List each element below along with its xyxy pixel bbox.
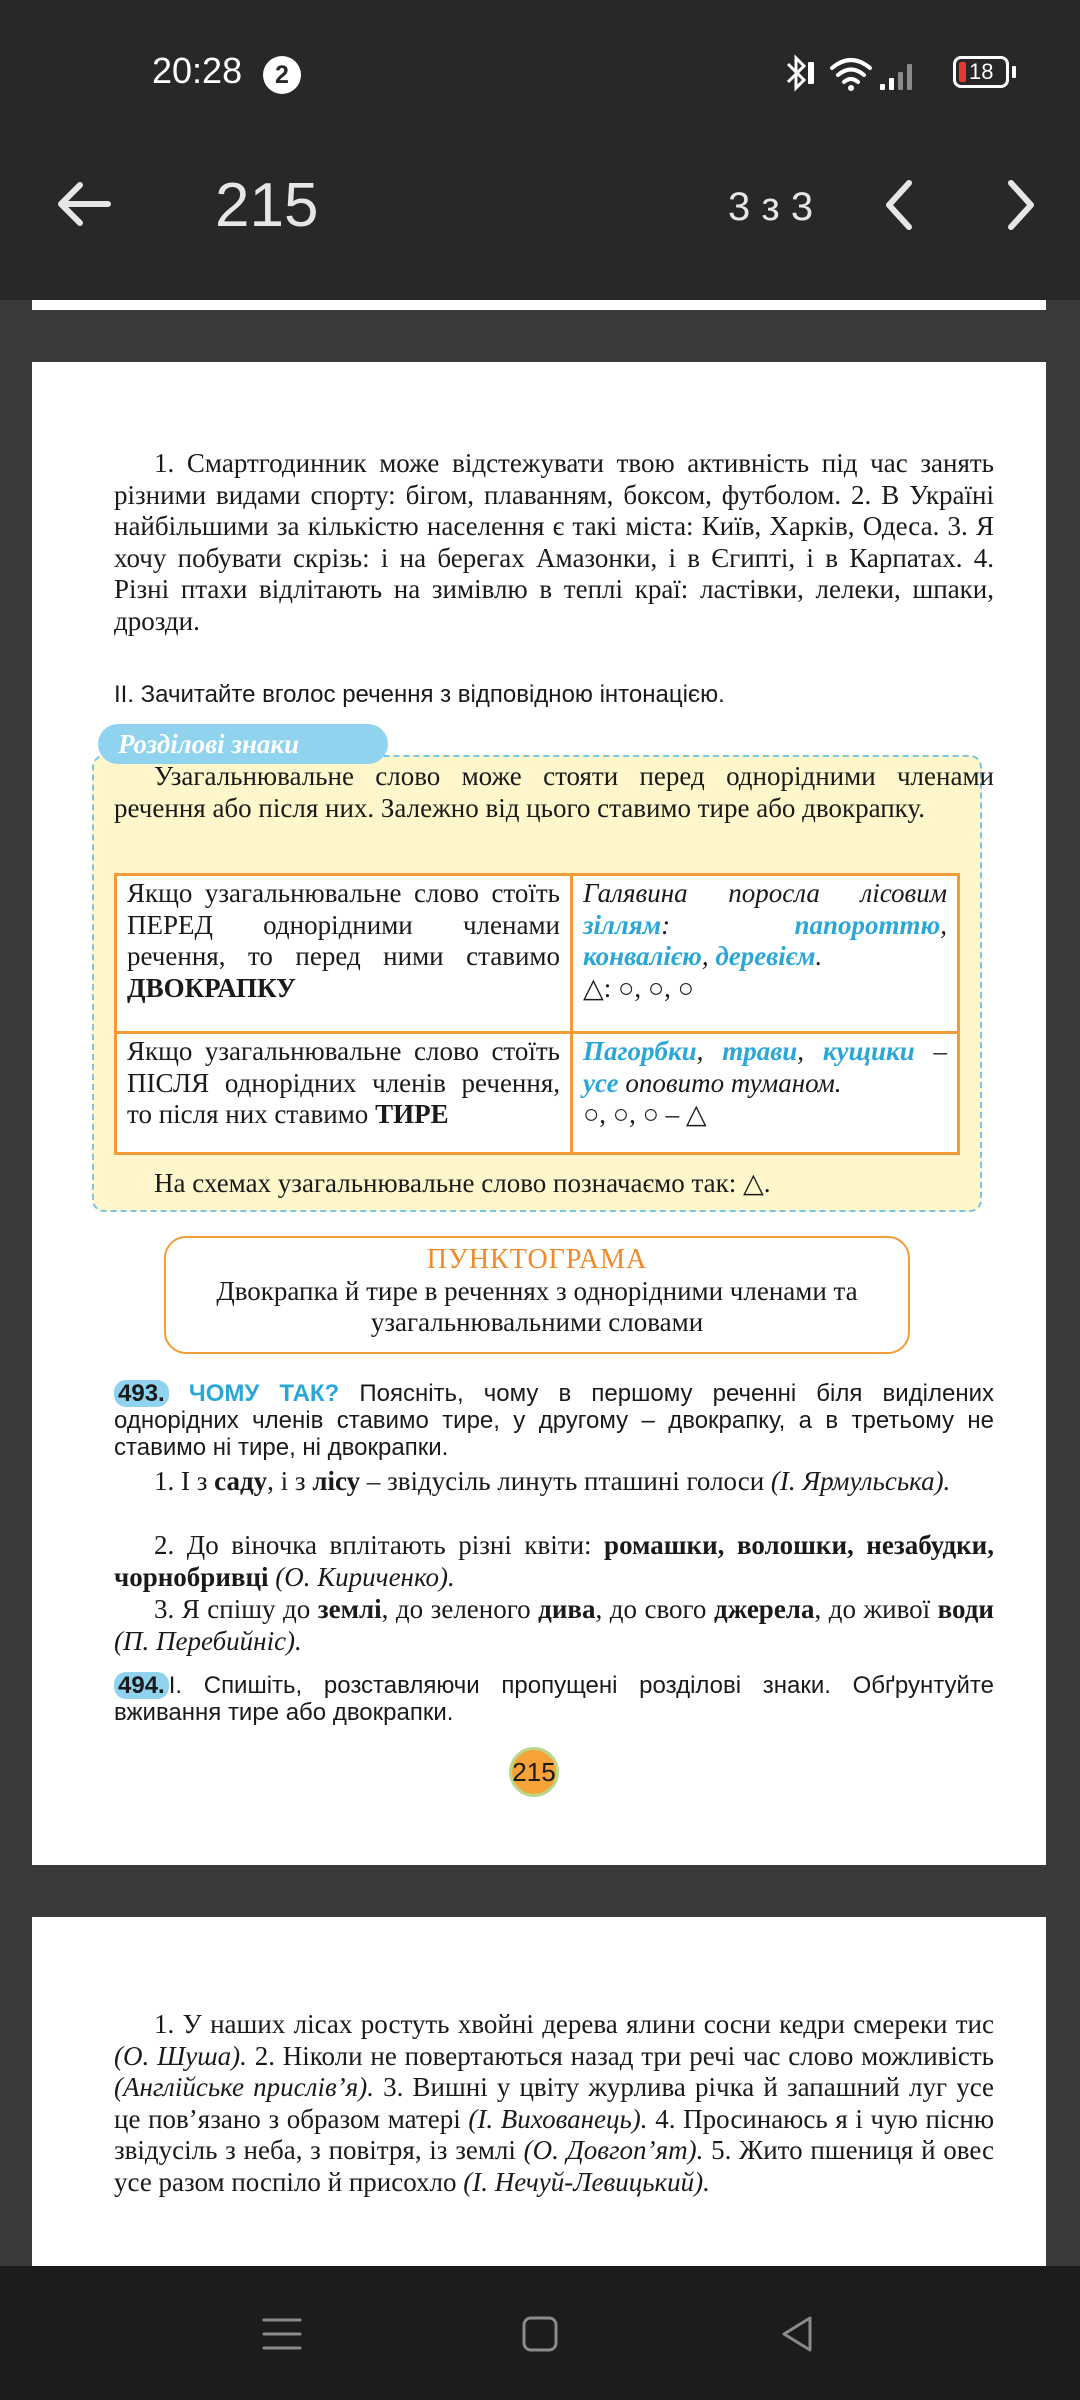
system-navigation-bar <box>0 2266 1080 2400</box>
exercise-494-text: 1. У наших лісах ростуть хвойні дерева ялини сосни кедри смереки тис (О. Шуша). 2. Ніколи не повертаються назад три речі час слово можливість (Англійське прислів’я). 3. Вишні у цвіту журлива річка й запашний луг усе це пов’язано з образом матері (І. Вихованець). 4. Просинаюсь я і чую пісню звідусіль з неба, з повітря, із землі (О. Довгоп’ят). 5. Жито пшениця й овес усе разом поспіло й присохло (І. Нечуй-Левицький). <box>114 2009 995 2197</box>
notification-count-badge: 2 <box>263 56 301 94</box>
scheme: △: ○, ○, ○ <box>583 972 694 1003</box>
intro-sentences: 1. Смартгодинник може відстежувати твою активність під час занять різними видами спорту: бігом, плаванням, боксом, футболом. 2. В Україні найбільшими за кількістю населення є такі міста: Київ, Харків, Одеса. 3. Я хочу побувати скрізь: і на берегах Амазонки, і в Єгипті, і в Карпатах. 4. Різні птахи відлітають на зимівлю в теплі краї: ластівки, лелеки, шпаки, дрозди. <box>114 448 994 636</box>
signal-icon <box>880 64 912 90</box>
exercise-number: 494. <box>114 1672 169 1699</box>
clock: 20:28 <box>152 50 243 91</box>
rule-table <box>114 873 960 1155</box>
previous-page-edge <box>32 300 1046 310</box>
menu-icon[interactable] <box>254 2306 310 2362</box>
exercise-494: 494. І. Спишіть, розставляючи пропущені розділові знаки. Обґрунтуйте вживання тире або двокрапки. <box>114 1672 994 1726</box>
table-cell: Якщо узагальнювальне слово стоїть ПЕРЕД однорідними членами речення, то перед ними ставимо ДВОКРАПКУ <box>116 875 572 1033</box>
battery-cap <box>1012 66 1016 78</box>
punktogram-box <box>164 1236 910 1354</box>
exercise-number: 493. <box>114 1380 169 1407</box>
punktogram-title: ПУНКТОГРАМА <box>426 1244 648 1275</box>
home-icon[interactable] <box>512 2306 568 2362</box>
document-viewer[interactable] <box>0 300 1080 2266</box>
table-cell: Пагорбки, трави, кущики – усе оповито туманом. ○, ○, ○ – △ <box>572 1033 959 1154</box>
exercise-493: 493. ЧОМУ ТАК? Поясніть, чому в першому реченні біля виділених однорідних членів ставимо тире, у другому – двокрапку, а в третьому не ставимо ні тире, ні двокрапки. <box>114 1380 994 1461</box>
table-row <box>116 875 959 1033</box>
back-arrow-icon[interactable] <box>52 172 116 236</box>
task-instruction: II. Зачитайте вголос речення з відповідною інтонацією. <box>114 681 725 708</box>
sentence-3: 3. Я спішу до землі, до зеленого дива, до свого джерела, до живої води (П. Перебийніс). <box>114 1594 994 1656</box>
exercise-heading: ЧОМУ ТАК? <box>188 1380 340 1407</box>
table-cell: Галявина поросла лісовим зіллям: папороттю, конвалією, деревієм. △: ○, ○, ○ <box>572 875 959 1033</box>
page-title: 215 <box>215 171 319 240</box>
document-page <box>32 1917 1046 2266</box>
connectivity-icons <box>780 52 950 96</box>
sentence-2: 2. До віночка вплітають різні квіти: ромашки, волошки, незабудки, чорнобривці (О. Кириченко). <box>114 1530 994 1592</box>
document-page <box>32 362 1046 1865</box>
previous-page-icon[interactable] <box>875 175 925 235</box>
back-icon[interactable] <box>770 2306 826 2362</box>
next-page-icon[interactable] <box>995 175 1045 235</box>
rule-note: На схемах узагальнювальне слово позначаємо так: △. <box>154 1168 771 1198</box>
sentence-1: 1. І з саду, і з лісу – звідусіль линуть пташині голоси (І. Ярмульська). <box>154 1466 951 1496</box>
scheme: ○, ○, ○ – △ <box>583 1099 707 1130</box>
table-cell: Якщо узагальнювальне слово стоїть ПІСЛЯ однорідних членів речення, то після них ставимо ТИРЕ <box>116 1033 572 1154</box>
wifi-icon <box>832 60 870 91</box>
battery-level <box>959 62 966 82</box>
status-bar <box>0 0 1080 135</box>
bluetooth-icon <box>788 58 814 88</box>
rule-intro: Узагальнювальне слово може стояти перед однорідними членами речення або після них. Залежно від цього ставимо тире або двокрапку. <box>114 761 994 823</box>
page-number-badge: 215 <box>509 1747 559 1797</box>
rule-tag: Розділові знаки <box>98 724 388 764</box>
punktogram-text: Двокрапка й тире в реченнях з однорідними членами та узагальнювальними словами <box>216 1276 858 1337</box>
page-counter: 3 з 3 <box>728 185 814 229</box>
table-row <box>116 1033 959 1154</box>
battery-icon <box>953 56 1009 88</box>
battery-percent: 18 <box>969 59 994 84</box>
